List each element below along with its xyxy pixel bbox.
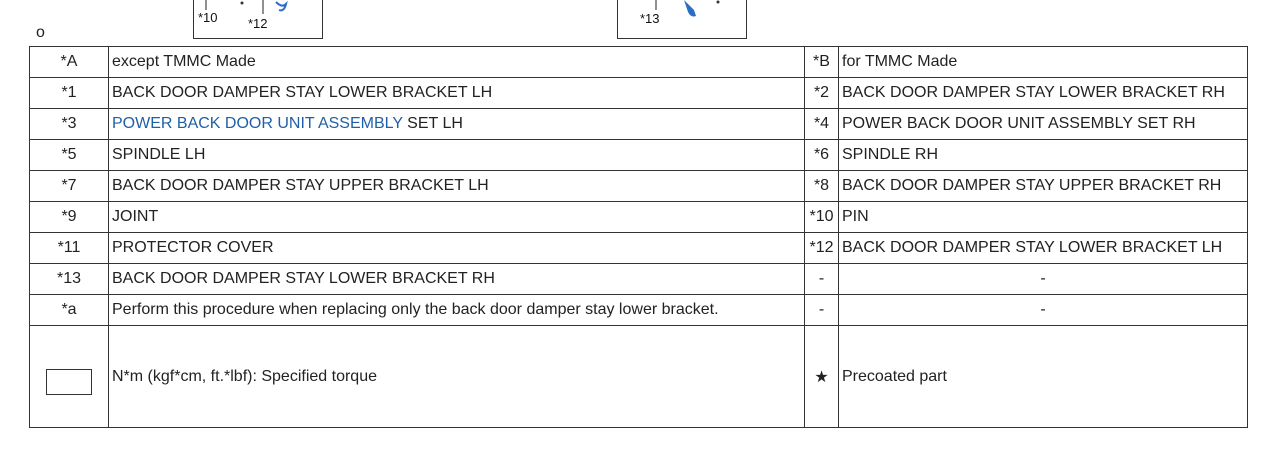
legend-text: POWER BACK DOOR UNIT ASSEMBLY SET RH — [839, 109, 1248, 140]
legend-code: *4 — [805, 109, 839, 140]
table-row — [30, 140, 1248, 171]
precoat-text: Precoated part — [839, 326, 1248, 428]
illustration-right-drawing — [618, 0, 746, 38]
legend-text: for TMMC Made — [839, 47, 1248, 78]
legend-text — [109, 109, 805, 140]
legend-code: *3 — [30, 109, 109, 140]
legend-text: BACK DOOR DAMPER STAY UPPER BRACKET RH — [839, 171, 1248, 202]
legend-text: BACK DOOR DAMPER STAY LOWER BRACKET LH — [839, 233, 1248, 264]
legend-text: BACK DOOR DAMPER STAY LOWER BRACKET RH — [839, 78, 1248, 109]
table-row — [30, 202, 1248, 233]
torque-symbol-cell — [30, 326, 109, 428]
illustration-left — [193, 0, 323, 39]
legend-code: *10 — [805, 202, 839, 233]
legend-code: *a — [30, 295, 109, 326]
legend-code: *6 — [805, 140, 839, 171]
power-back-door-unit-link[interactable]: POWER BACK DOOR UNIT ASSEMBLY — [112, 115, 403, 132]
legend-code: *11 — [30, 233, 109, 264]
legend-text: BACK DOOR DAMPER STAY LOWER BRACKET LH — [109, 78, 805, 109]
legend-code: *1 — [30, 78, 109, 109]
legend-text: BACK DOOR DAMPER STAY UPPER BRACKET LH — [109, 171, 805, 202]
legend-code: *5 — [30, 140, 109, 171]
table-row — [30, 295, 1248, 326]
legend-code: *B — [805, 47, 839, 78]
legend-text: SPINDLE LH — [109, 140, 805, 171]
legend-text: Perform this procedure when replacing only the back door damper stay lower bracket. — [109, 295, 805, 326]
legend-text: BACK DOOR DAMPER STAY LOWER BRACKET RH — [109, 264, 805, 295]
legend-code: *8 — [805, 171, 839, 202]
callout-13: *13 — [640, 11, 660, 26]
legend-text: - — [839, 295, 1248, 326]
legend-code: *A — [30, 47, 109, 78]
legend-text: PROTECTOR COVER — [109, 233, 805, 264]
illustration-right — [617, 0, 747, 39]
legend-table — [29, 46, 1248, 428]
precoat-star-icon: ★ — [805, 326, 839, 428]
legend-code: *9 — [30, 202, 109, 233]
legend-code: *7 — [30, 171, 109, 202]
torque-text: N*m (kgf*cm, ft.*lbf): Specified torque — [109, 326, 805, 428]
legend-code: *12 — [805, 233, 839, 264]
legend-code: *2 — [805, 78, 839, 109]
callout-10: *10 — [198, 10, 218, 25]
legend-text-suffix: SET LH — [402, 115, 463, 132]
table-row — [30, 171, 1248, 202]
legend-code: *13 — [30, 264, 109, 295]
callout-12: *12 — [248, 16, 268, 31]
table-row — [30, 326, 1248, 428]
legend-code: - — [805, 264, 839, 295]
table-row — [30, 109, 1248, 140]
legend-text: except TMMC Made — [109, 47, 805, 78]
legend-code: - — [805, 295, 839, 326]
torque-box-icon — [46, 369, 92, 395]
table-row — [30, 47, 1248, 78]
legend-text: - — [839, 264, 1248, 295]
marker-label: o — [36, 24, 45, 41]
table-row — [30, 264, 1248, 295]
table-row — [30, 233, 1248, 264]
legend-text: JOINT — [109, 202, 805, 233]
legend-text: SPINDLE RH — [839, 140, 1248, 171]
table-row — [30, 78, 1248, 109]
legend-text: PIN — [839, 202, 1248, 233]
